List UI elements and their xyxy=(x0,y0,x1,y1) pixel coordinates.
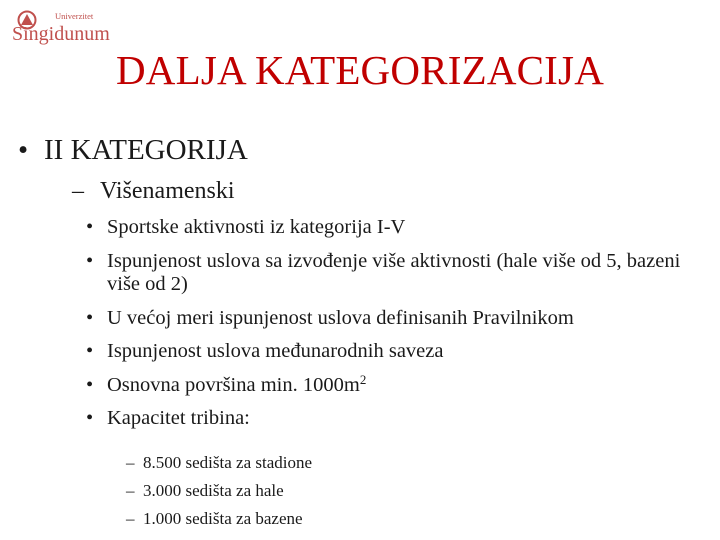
sub-bullet-list xyxy=(126,452,312,536)
list-item xyxy=(86,340,716,364)
bullet-icon: • xyxy=(18,134,29,166)
bullet-icon: • xyxy=(86,373,94,396)
sub-list-item-text: 8.500 sedišta za stadione xyxy=(143,453,313,472)
sub-list-item xyxy=(126,508,312,529)
dash-icon: – xyxy=(126,453,135,472)
level2-text: Višenamenski xyxy=(100,178,235,204)
bullet-icon: • xyxy=(86,340,94,362)
university-logo xyxy=(10,9,112,47)
sub-list-item xyxy=(126,480,312,501)
list-item-text: Kapacitet tribina: xyxy=(107,407,250,429)
list-item xyxy=(86,216,716,240)
area-superscript: 2 xyxy=(359,371,367,387)
logo-top-text: Univerzitet xyxy=(55,11,94,21)
list-item xyxy=(86,371,716,398)
sub-list-item xyxy=(126,452,312,473)
list-item xyxy=(86,307,716,331)
level2-item xyxy=(72,176,235,206)
logo-main-text: Singidunum xyxy=(12,23,110,45)
bullet-icon: • xyxy=(86,306,94,329)
list-item-text: Sportske aktivnosti iz kategorija I-V xyxy=(107,216,406,238)
list-item-text: Ispunjenost uslova međunarodnih saveza xyxy=(107,340,444,362)
bullet-icon: • xyxy=(86,216,94,238)
dash-icon: – xyxy=(126,509,135,528)
list-item-text: U većoj meri ispunjenost uslova definisanih Pravilnikom xyxy=(107,306,574,329)
dash-icon: – xyxy=(126,481,135,500)
bullet-icon: • xyxy=(86,407,94,429)
list-item-text: Ispunjenost uslova sa izvođenje više aktivnosti (hale više od 5, bazeni više od 2) xyxy=(107,249,681,295)
dash-icon: – xyxy=(72,178,84,204)
singidunum-logo-icon xyxy=(10,9,112,47)
level1-text: II KATEGORIJA xyxy=(44,134,248,166)
list-item xyxy=(86,407,716,431)
bullet-list xyxy=(86,216,716,441)
bullet-icon: • xyxy=(86,249,94,272)
slide-title: DALJA KATEGORIZACIJA xyxy=(115,47,604,93)
sub-list-item-text: 3.000 sedišta za hale xyxy=(143,481,284,500)
list-item xyxy=(86,250,716,297)
list-item-text: Osnovna površina min. 1000m xyxy=(107,373,360,396)
sub-list-item-text: 1.000 sedišta za bazene xyxy=(143,509,303,528)
level1-item xyxy=(18,132,248,168)
